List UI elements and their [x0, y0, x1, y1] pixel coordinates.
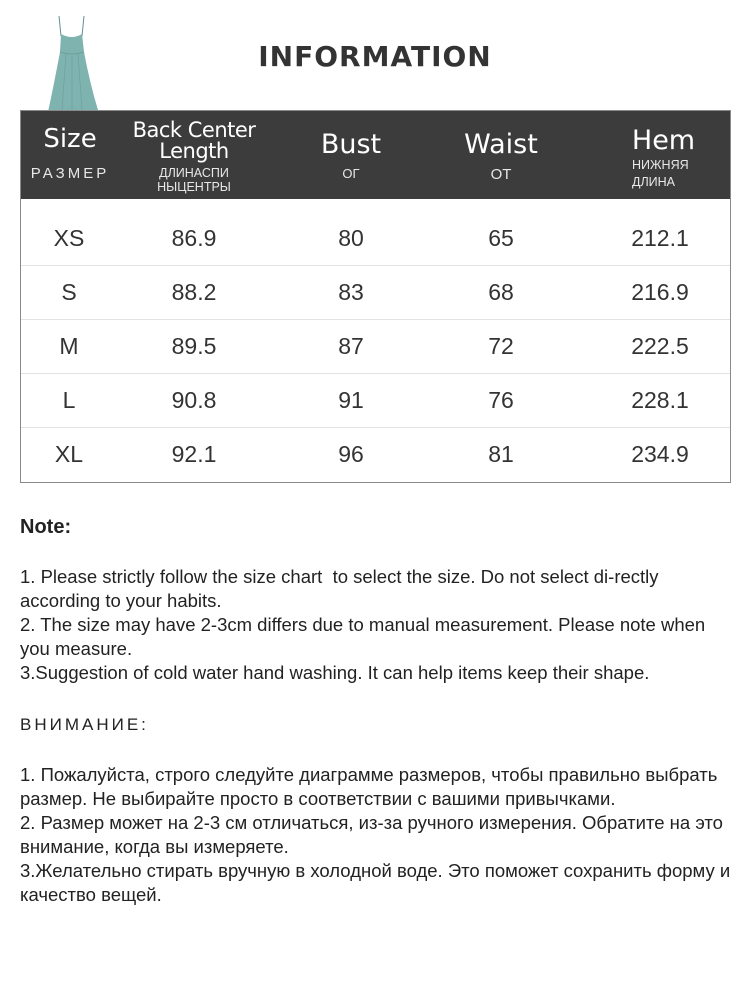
column-header-back-center-length — [129, 111, 259, 199]
size-table — [20, 110, 731, 483]
waist-cell: 76 — [488, 387, 514, 413]
back-length-cell: 86.9 — [171, 225, 217, 251]
notes-section — [20, 515, 736, 907]
waist-cell: 65 — [488, 225, 514, 251]
hem-cell: 234.9 — [631, 441, 689, 467]
table-row — [21, 427, 730, 481]
column-header-bust — [281, 111, 421, 199]
size-cell: S — [61, 279, 77, 305]
table-row — [21, 265, 730, 320]
note-line: 1. Please strictly follow the size chart to select the size. Do not select di-rectly according to your habits. — [20, 566, 664, 611]
note-heading: Note: — [20, 516, 72, 538]
note-line: 3.Suggestion of cold water hand washing. It can help items keep their shape. — [20, 662, 650, 683]
column-title: Back Center Length — [132, 118, 256, 163]
column-title: Bust — [320, 129, 382, 160]
hem-cell: 212.1 — [631, 225, 689, 251]
size-cell: XS — [53, 225, 85, 251]
column-header-hem — [596, 111, 731, 199]
page-title: INFORMATION — [258, 40, 492, 73]
column-title: Hem — [631, 125, 696, 156]
size-cell: XL — [54, 441, 84, 467]
size-cell: L — [62, 387, 76, 413]
note-line: 2. The size may have 2-3cm differs due to manual measurement. Please note when you measure. — [20, 614, 711, 659]
back-length-cell: 90.8 — [171, 387, 217, 413]
hem-cell: 216.9 — [631, 279, 689, 305]
waist-cell: 81 — [488, 441, 514, 467]
bust-cell: 87 — [338, 333, 364, 359]
column-title: Waist — [464, 129, 538, 160]
hem-cell: 228.1 — [631, 387, 689, 413]
attention-line: 2. Размер может на 2-3 см отличаться, из-за ручного измерения. Обратите на это внимание, когда вы измеряете. — [20, 812, 729, 857]
table-row — [21, 319, 730, 374]
column-subtitle: ОГ — [342, 166, 360, 181]
column-subtitle: НИЖНЯЯ ДЛИНА — [632, 158, 689, 189]
column-header-size — [21, 111, 119, 199]
column-subtitle: ДЛИНАСПИ НЫЦЕНТРЫ — [157, 166, 231, 194]
table-header — [21, 111, 730, 199]
bust-cell: 91 — [338, 387, 364, 413]
waist-cell: 72 — [488, 333, 514, 359]
table-row — [21, 211, 730, 266]
hem-cell: 222.5 — [631, 333, 689, 359]
size-cell: M — [59, 333, 79, 359]
bust-cell: 83 — [338, 279, 364, 305]
attention-line: 3.Желательно стирать вручную в холодной воде. Это поможет сохранить форму и качество вещей. — [20, 860, 736, 905]
bust-cell: 80 — [338, 225, 364, 251]
back-length-cell: 89.5 — [171, 333, 217, 359]
column-title: Size — [43, 124, 97, 154]
attention-line: 1. Пожалуйста, строго следуйте диаграмме размеров, чтобы правильно выбрать размер. Не выбирайте просто в соответствии с вашими привычками. — [20, 764, 723, 809]
back-length-cell: 92.1 — [171, 441, 217, 467]
bust-cell: 96 — [338, 441, 364, 467]
attention-heading: ВНИМАНИЕ: — [20, 715, 149, 734]
back-length-cell: 88.2 — [171, 279, 217, 305]
column-header-waist — [426, 111, 576, 199]
column-subtitle: РАЗМЕР — [30, 165, 110, 182]
waist-cell: 68 — [488, 279, 514, 305]
column-subtitle: ОТ — [490, 166, 512, 183]
table-row — [21, 373, 730, 428]
